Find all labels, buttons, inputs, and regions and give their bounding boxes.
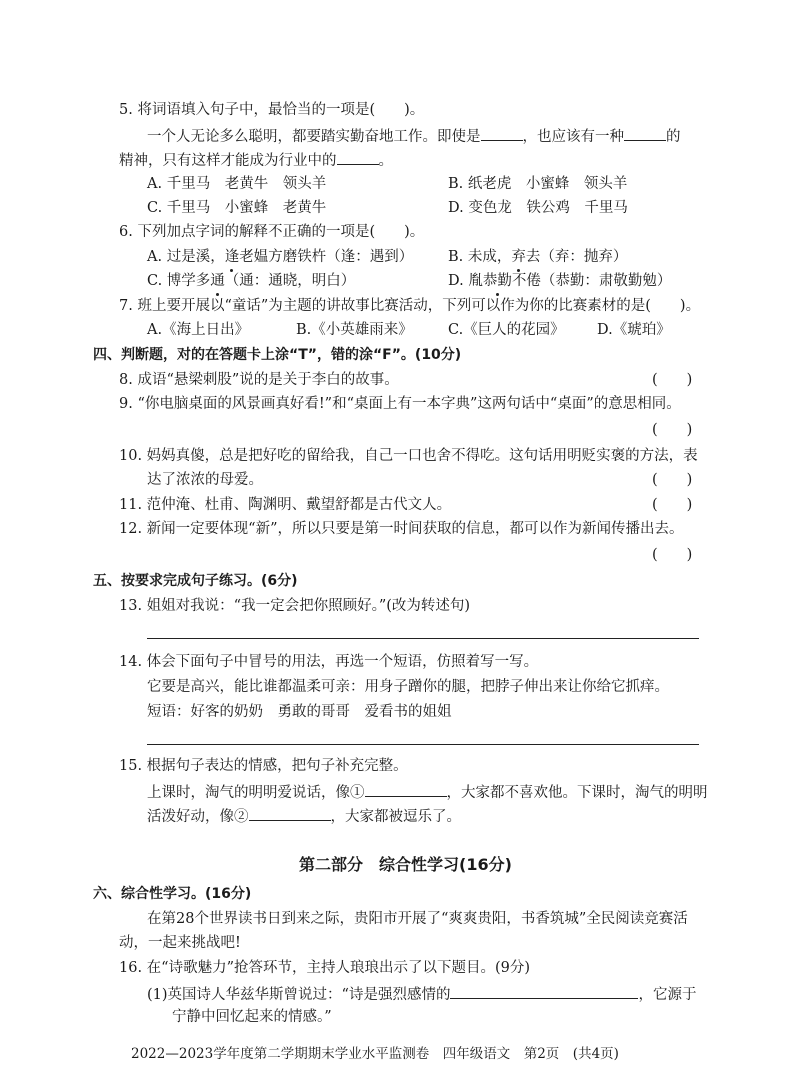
q16: 16. 在“诗歌魅力”抢答环节，主持人琅琅出示了以下题目。(9分): [119, 960, 531, 976]
section-6-title: 六、综合性学习。(16分): [93, 886, 252, 902]
q5-blank-2: [624, 125, 666, 141]
dotted-char: 逢: [224, 249, 240, 265]
q15-blank-2[interactable]: [249, 805, 331, 821]
q11: 11. 范仲淹、杜甫、陶渊明、戴望舒都是古代文人。: [119, 497, 452, 513]
page-footer: 2022—2023学年度第二学期期末学业水平监测卷 四年级语文 第2页 (共4页): [131, 1046, 619, 1062]
q7-stem: 7. 班上要开展以“童话”为主题的讲故事比赛活动，下列可以作为你的比赛素材的是( )。: [119, 298, 701, 314]
q5-option-c: C. 千里马 小蜜蜂 老黄牛: [147, 200, 327, 216]
q16-1-blank[interactable]: [450, 983, 638, 999]
q10-answer-paren[interactable]: ( ): [652, 472, 693, 488]
q12: 12. 新闻一定要体现“新”，所以只要是第一时间获取的信息，都可以作为新闻传播出去。: [119, 521, 684, 537]
q14-sentence: 它要是高兴，能比谁都温柔可亲：用身子蹭你的腿，把脖子伸出来让你给它抓痒。: [147, 679, 669, 695]
q15-line2: 活泼好动，像② ，大家都被逗乐了。: [147, 805, 461, 827]
q7-option-b: B.《小英雄雨来》: [296, 322, 413, 338]
q13: 13. 姐姐对我说：“我一定会把你照顾好。”(改为转述句): [119, 598, 471, 614]
q14-answer-line[interactable]: [147, 744, 699, 745]
q5-option-d: D. 变色龙 铁公鸡 千里马: [448, 200, 628, 216]
q16-1-line2: 宁静中回忆起来的情感。”: [172, 1009, 332, 1025]
q6-option-c: C. 博学多通（通：通晓，明白）: [147, 273, 356, 289]
q9: 9. “你电脑桌面的风景画真好看!”和“桌面上有一本字典”这两句话中“桌面”的意思相同。: [119, 396, 681, 412]
q5-option-b: B. 纸老虎 小蜜蜂 领头羊: [448, 176, 628, 192]
section-5-title: 五、按要求完成句子练习。(6分): [93, 573, 298, 589]
q10-line1: 10. 妈妈真傻，总是把好吃的留给我，自己一口也舍不得吃。这句话用明贬实褒的方法，表: [119, 448, 698, 464]
q10-line2: 达了浓浓的母爱。: [147, 472, 263, 488]
q14-phrases: 短语：好客的奶奶 勇敢的哥哥 爱看书的姐姐: [147, 704, 452, 720]
q5-option-a: A. 千里马 老黄牛 领头羊: [147, 176, 327, 192]
q5-blank-1: [481, 125, 523, 141]
part-2-title: 第二部分 综合性学习(16分): [299, 855, 512, 874]
q7-option-d: D.《琥珀》: [597, 322, 671, 338]
q15-line1: 上课时，淘气的明明爱说话，像① ，大家都不喜欢他。下课时，淘气的明明: [147, 781, 708, 803]
section-4-title: 四、判断题，对的在答题卡上涂“T”，错的涂“F”。(10分): [93, 347, 462, 363]
q9-answer-paren[interactable]: ( ): [652, 422, 693, 438]
q6-option-d: D. 胤恭勤不倦（恭勤：肃敬勤勉）: [448, 273, 672, 289]
q14: 14. 体会下面句子中冒号的用法，再选一个短语，仿照着写一写。: [119, 654, 539, 670]
q6-option-b: B. 未成，弃去（弃：抛弃）: [448, 249, 628, 265]
q5-sentence-line1: 一个人无论多么聪明，都要踏实勤奋地工作。即使是 ，也应该有一种 的: [147, 125, 681, 147]
q8: 8. 成语“悬梁刺股”说的是关于李白的故事。: [119, 372, 399, 388]
dotted-chars: 恭勤: [482, 273, 512, 289]
q15: 15. 根据句子表达的情感，把句子补充完整。: [119, 758, 408, 774]
q6-option-a: A. 过是溪，逢老媪方磨铁杵（逢：遇到）: [147, 249, 414, 265]
q7-option-a: A.《海上日出》: [147, 322, 250, 338]
sec6-intro-line1: 在第28个世界读书日到来之际，贵阳市开展了“爽爽贵阳，书香筑城”全民阅读竞赛活: [147, 911, 688, 927]
q6-stem: 6. 下列加点字词的解释不正确的一项是( )。: [119, 224, 425, 240]
q8-answer-paren[interactable]: ( ): [652, 372, 693, 388]
q5-stem: 5. 将词语填入句子中，最恰当的一项是( )。: [119, 102, 425, 118]
q12-answer-paren[interactable]: ( ): [652, 547, 693, 563]
dotted-char: 通: [210, 273, 225, 289]
q5-sentence-line2: 精神，只有这样才能成为行业中的 。: [119, 149, 393, 171]
sec6-intro-line2: 动，一起来挑战吧!: [119, 935, 241, 951]
q11-answer-paren[interactable]: ( ): [652, 497, 693, 513]
q5-blank-3: [337, 149, 379, 165]
dotted-char: 弃: [511, 249, 526, 265]
q15-blank-1[interactable]: [365, 781, 447, 797]
q7-option-c: C.《巨人的花园》: [448, 322, 565, 338]
q13-answer-line[interactable]: [147, 638, 699, 639]
q16-1-line1: (1)英国诗人华兹华斯曾说过：“诗是强烈感情的 ，它源于: [147, 983, 696, 1005]
